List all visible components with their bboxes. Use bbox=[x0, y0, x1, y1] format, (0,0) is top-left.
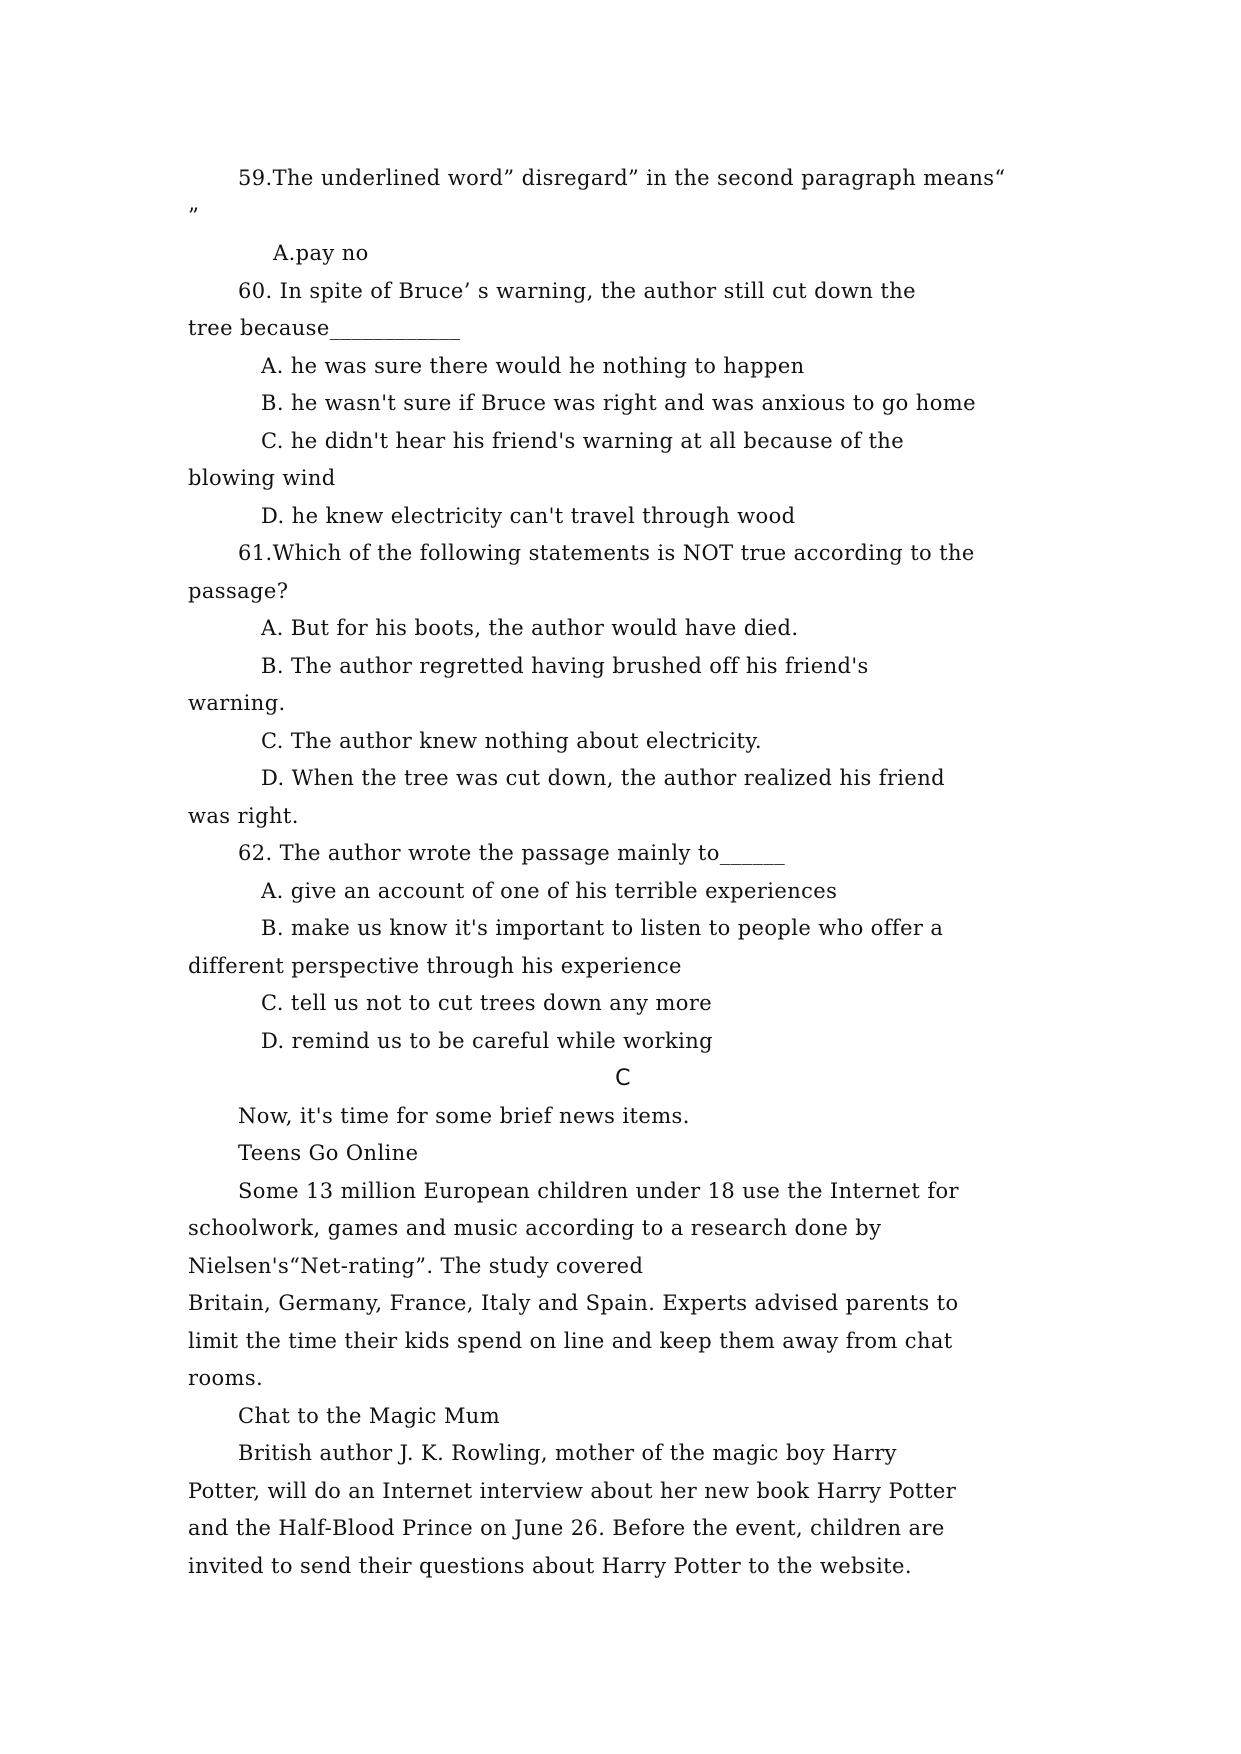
question-60-cont: tree because____________ bbox=[188, 316, 461, 340]
option-61-d-cont: was right. bbox=[188, 803, 299, 828]
news-teens-text-3: Nielsen's“Net-rating”. The study covered bbox=[188, 1253, 644, 1278]
news-mum-text-3: and the Half-Blood Prince on June 26. Before the event, children are bbox=[188, 1516, 945, 1540]
news-teens-text-6: rooms. bbox=[188, 1366, 264, 1390]
section-heading: C bbox=[615, 1066, 631, 1091]
option-61-b: B. The author regretted having brushed off his friend's bbox=[261, 653, 869, 678]
option-60-a: A. he was sure there would he nothing to happen bbox=[261, 353, 805, 378]
news-teens-text-4: Britain, Germany, France, Italy and Spain. Experts advised parents to bbox=[188, 1291, 959, 1315]
option-61-a: A. But for his boots, the author would have died. bbox=[261, 616, 799, 640]
option-60-d: D. he knew electricity can't travel through wood bbox=[261, 503, 796, 528]
option-62-c: C. tell us not to cut trees down any more bbox=[261, 991, 713, 1015]
option-61-d: D. When the tree was cut down, the author realized his friend bbox=[261, 766, 946, 790]
news-heading-magic-mum: Chat to the Magic Mum bbox=[238, 1403, 501, 1428]
news-mum-text-1: British author J. K. Rowling, mother of the magic boy Harry bbox=[238, 1441, 897, 1465]
question-61: 61.Which of the following statements is NOT true according to the bbox=[238, 541, 975, 565]
option-61-b-cont: warning. bbox=[188, 691, 286, 715]
news-teens-text-5: limit the time their kids spend on line and keep them away from chat bbox=[188, 1328, 953, 1353]
question-62: 62. The author wrote the passage mainly to______ bbox=[238, 841, 786, 865]
question-59: 59.The underlined word” disregard” in the second paragraph means“ bbox=[238, 166, 1006, 190]
option-62-b-cont: different perspective through his experience bbox=[188, 953, 682, 978]
question-60: 60. In spite of Bruce’ s warning, the author still cut down the bbox=[238, 278, 916, 303]
option-59-a: A.pay no bbox=[273, 241, 369, 265]
option-62-d: D. remind us to be careful while working bbox=[261, 1028, 713, 1053]
question-59-cont: ” bbox=[188, 203, 200, 228]
option-62-b: B. make us know it's important to listen to people who offer a bbox=[261, 916, 944, 940]
option-60-b: B. he wasn't sure if Bruce was right and was anxious to go home bbox=[261, 391, 976, 415]
news-heading-teens: Teens Go Online bbox=[238, 1141, 419, 1165]
question-61-cont: passage? bbox=[188, 578, 289, 603]
passage-intro: Now, it's time for some brief news items. bbox=[238, 1103, 690, 1128]
option-60-c-cont: blowing wind bbox=[188, 466, 336, 490]
option-60-c: C. he didn't hear his friend's warning at all because of the bbox=[261, 428, 905, 453]
document-page bbox=[188, 160, 1058, 1585]
news-teens-text-1: Some 13 million European children under 18 use the Internet for bbox=[238, 1178, 959, 1203]
option-61-c: C. The author knew nothing about electricity. bbox=[261, 728, 762, 753]
news-mum-text-4: invited to send their questions about Harry Potter to the website. bbox=[188, 1553, 912, 1578]
news-teens-text-2: schoolwork, games and music according to a research done by bbox=[188, 1216, 882, 1240]
news-mum-text-2: Potter, will do an Internet interview about her new book Harry Potter bbox=[188, 1478, 957, 1503]
option-62-a: A. give an account of one of his terrible experiences bbox=[261, 878, 838, 903]
